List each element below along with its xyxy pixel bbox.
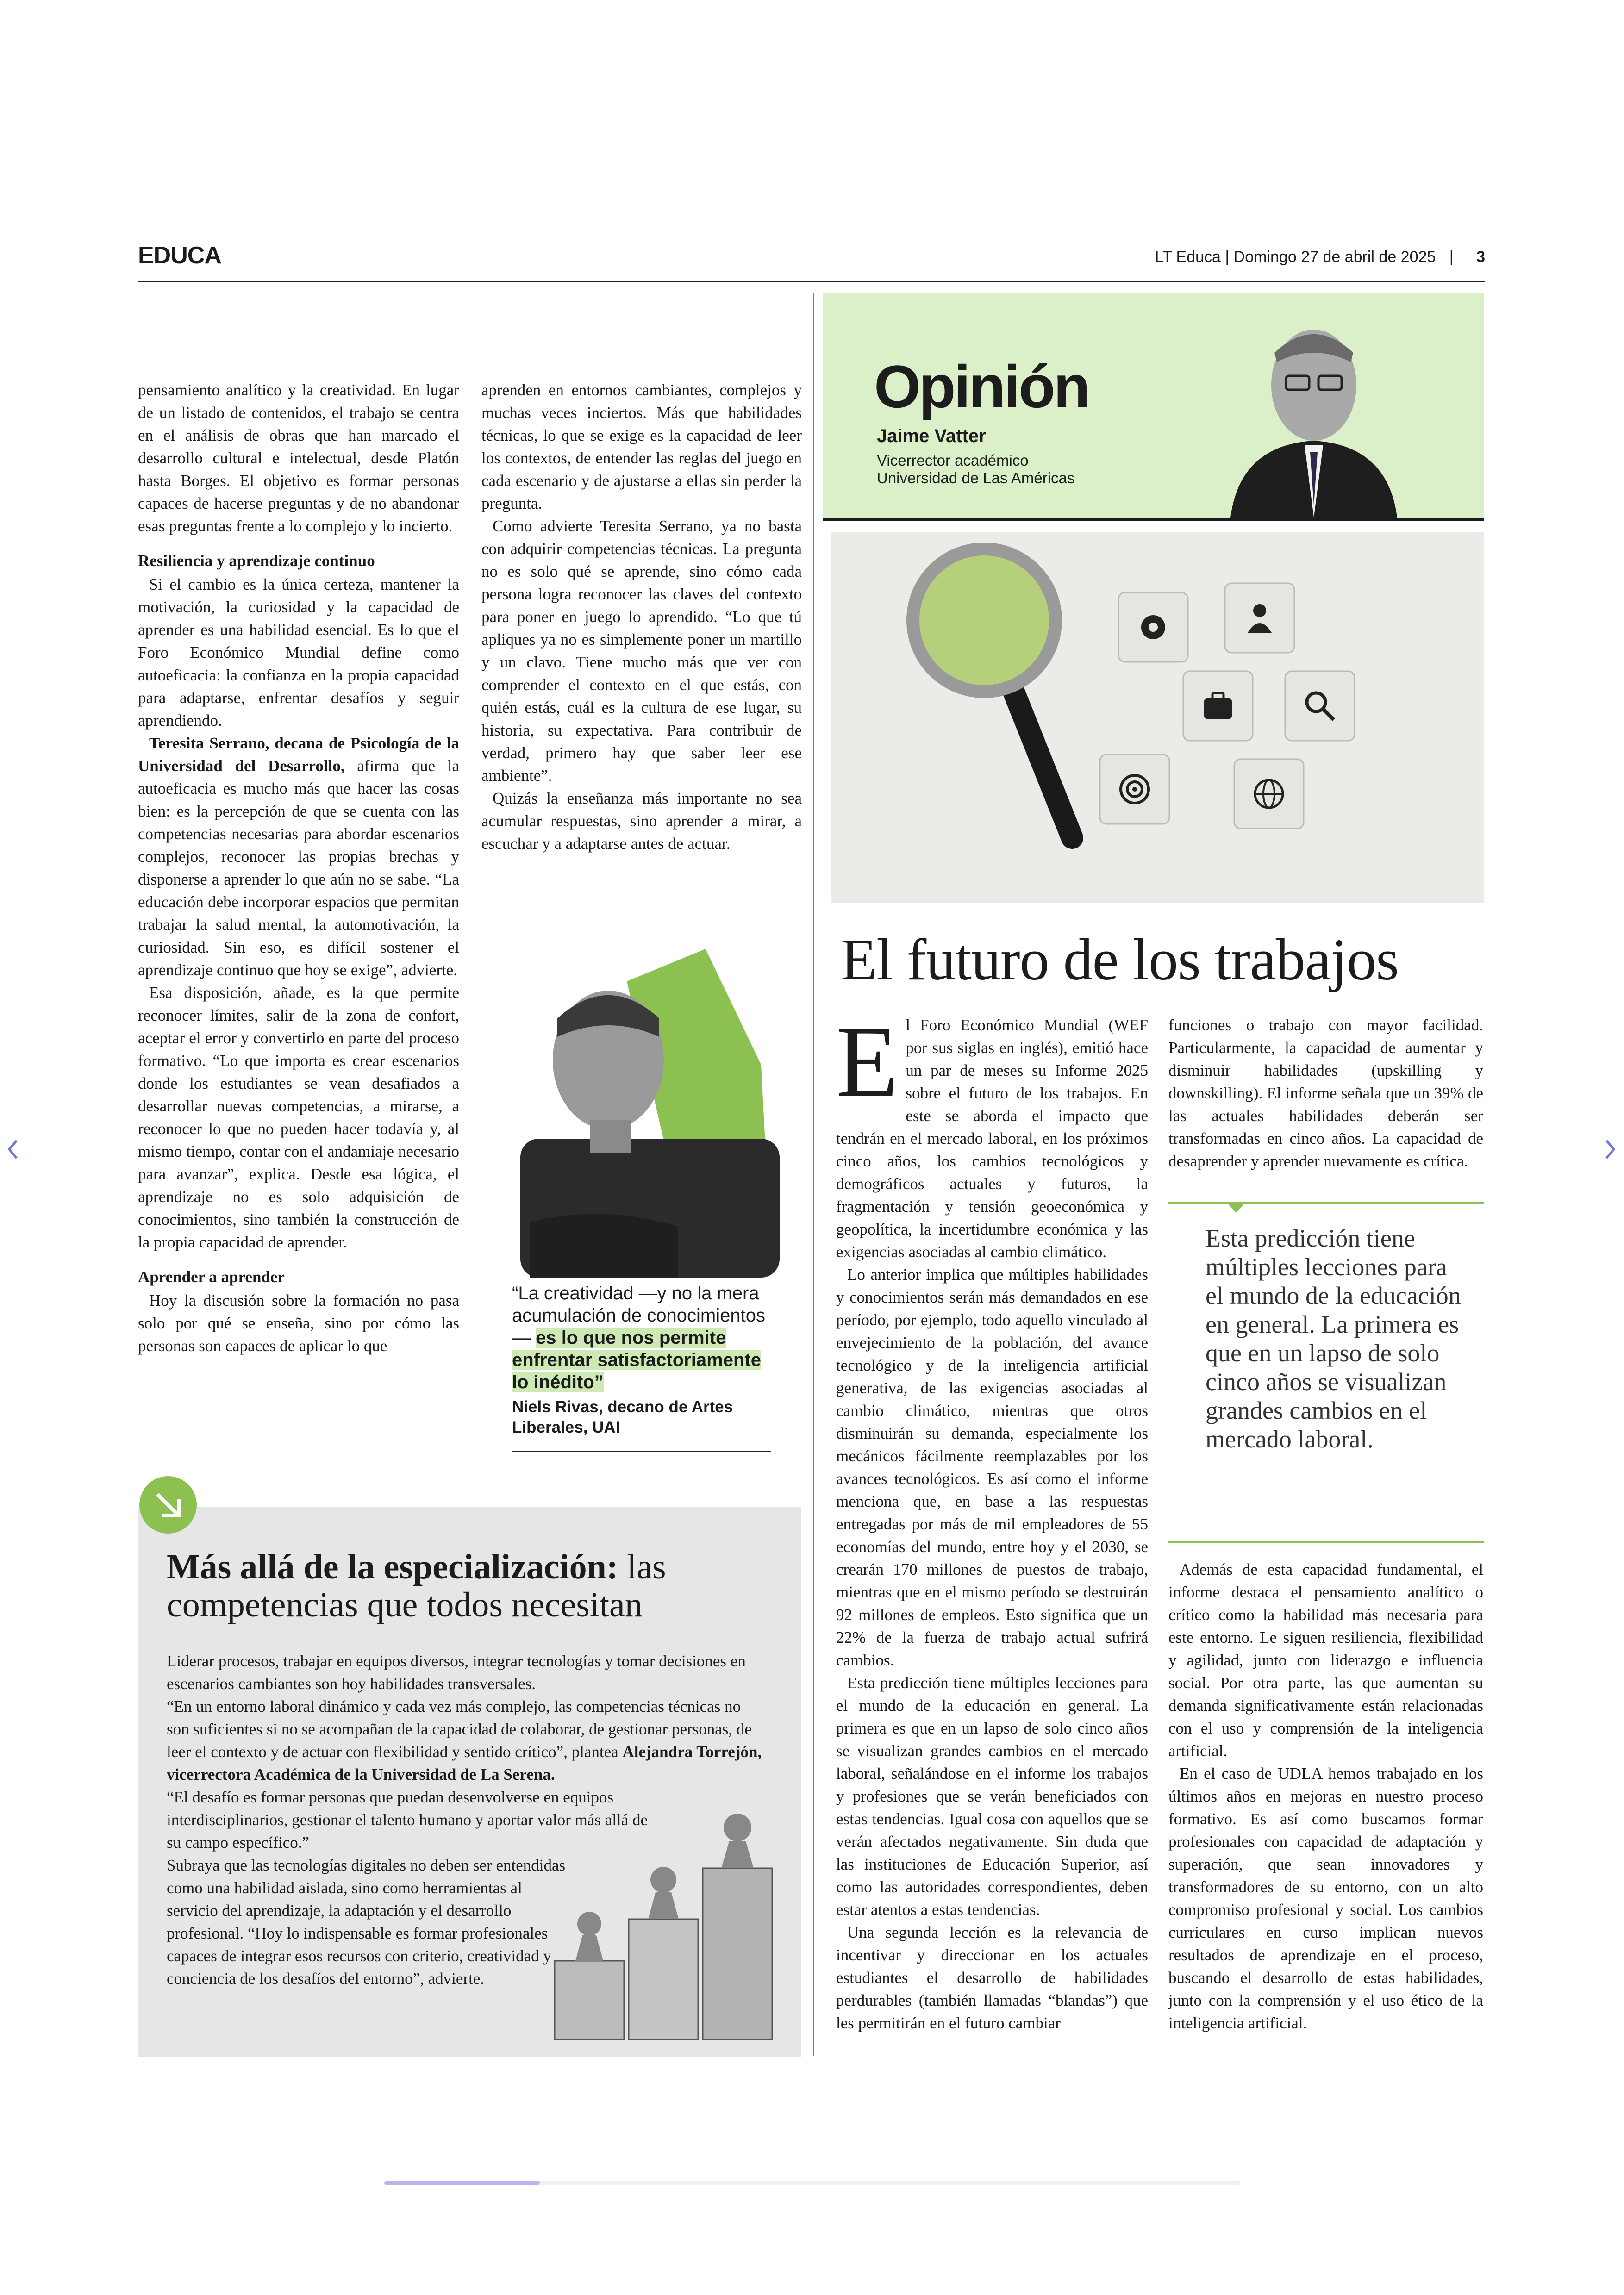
- callout-paragraph: “El desafío es formar personas que puedan desenvolverse en equipos interdisciplinarios, gestionar el talento humano y aportar valor más allá de su campo específico.”: [167, 1788, 648, 1852]
- prev-page-chevron-icon[interactable]: [6, 1138, 20, 1161]
- col1-paragraph: [138, 732, 459, 981]
- opinion-title: Opinión: [874, 353, 1088, 420]
- article-paragraph: funciones o trabajo con mayor facilidad. Particularmente, la capacidad de aumentar y disminuir habilidades (upskilling y downskilling). El informe señala que un 39% de las actuales habilidades deberán ser transformadas en cinco años. La capacidad de desaprender y aprender nuevamente es crítica.: [1168, 1016, 1483, 1170]
- callout-title-bold: Más allá de la especialización:: [167, 1547, 618, 1586]
- quote-attribution: Niels Rivas, decano de Artes Liberales, UAI: [512, 1398, 733, 1436]
- magnifier-illustration: [831, 532, 1484, 903]
- col1-paragraph: pensamiento analítico y la creatividad. En lugar de un listado de contenidos, el trabajo se centra en el análisis de obras que han marcado el desarrollo cultural e intelectual, desde Platón hasta Borges. El objetivo es formar personas capaces de hacerse preguntas y de no abandonar esas preguntas frente a lo complejo y lo incierto.: [138, 381, 459, 535]
- callout-paragraph: Liderar procesos, trabajar en equipos diversos, integrar tecnologías y tomar decisiones en escenarios cambiantes son hoy habilidades transversales.: [167, 1652, 746, 1693]
- quote-rule: [512, 1451, 771, 1452]
- briefcase-icon: [1199, 687, 1237, 724]
- pullquote-rule-bottom: [1168, 1541, 1484, 1543]
- pullquote-caret-icon: [1227, 1203, 1245, 1214]
- callout-title-rest: las competencias que todos necesitan: [167, 1547, 666, 1624]
- pull-quote-creatividad: [512, 1282, 771, 1452]
- header-rule: [138, 281, 1485, 282]
- opinion-author: Jaime Vatter: [877, 426, 986, 446]
- article-headline: El futuro de los trabajos: [841, 927, 1399, 992]
- author-photo: [1212, 293, 1416, 518]
- column-divider: [813, 293, 814, 2056]
- subheading-resiliencia: Resiliencia y aprendizaje continuo: [138, 552, 375, 570]
- col1-paragraph: Si el cambio es la única certeza, mantener la motivación, la curiosidad y la capacidad de aprender es una habilidad esencial. Es lo que el Foro Económico Mundial define como autoeficacia: la confianza en la propia capacidad para adaptarse, enfrentar desafíos y seguir aprendiendo.: [138, 575, 459, 730]
- article-paragraph: Además de esta capacidad fundamental, el informe destaca el pensamiento analítico o crítico como la habilidad más necesaria para este entorno. Le siguen resiliencia, flexibilidad y agilidad, junto con liderazgo e influencia social. Por otra parte, las que aumentan su demanda significativamente están relacionadas con el uso y comprensión de la inteligencia artificial.: [1168, 1560, 1483, 1760]
- drop-cap: E: [836, 1005, 899, 1118]
- target-icon: [1116, 771, 1153, 808]
- page-scrollbar[interactable]: [384, 2181, 1241, 2185]
- search-icon: [1301, 687, 1338, 724]
- callout-title: [167, 1548, 801, 1624]
- dateline-text: LT Educa | Domingo 27 de abril de 2025: [1155, 248, 1436, 266]
- author-role: Vicerrector académico: [877, 452, 1029, 469]
- globe-icon: [1250, 775, 1287, 812]
- quote-highlight: es lo que nos permite enfrentar satisfactoriamente lo inédito”: [512, 1328, 761, 1392]
- col2-paragraph: Como advierte Teresita Serrano, ya no basta con adquirir competencias técnicas. La pregunta no es solo qué se aprende, sino cómo cada persona logra reconocer las claves del contexto para poner en juego lo aprendido. “Lo que tú apliques ya no es simplemente poner un martillo y un clavo. Tiene mucho más que ver con comprender el contexto en el que estás, con quién estás, cuál es la cultura de ese lugar, su historia, su expectativa. Para contribuir de verdad, primero hay que saber leer ese ambiente”.: [481, 517, 802, 785]
- article-col-1: [138, 379, 459, 1357]
- article-paragraph: [836, 1005, 1148, 1263]
- col1-paragraph: Esa disposición, añade, es la que permite reconocer límites, salir de la zona de confort, aceptar el error y convertirlo en parte del proceso formativo. “Lo que importa es crear escenarios donde los estudiantes se vean desafiados a desarrollar nuevas competencias, a mirarse, a reconocer lo que no pueden hacer todavía y, al mismo tiempo, contar con el andamiaje necesario para avanzar”, explica. Desde esa lógica, el aprendizaje no es solo adquisición de conocimientos, sino también la construcción de la propia capacidad de aprender.: [138, 984, 459, 1251]
- article-paragraph: Esta predicción tiene múltiples lecciones para el mundo de la educación en general. La primera es que en un lapso de solo cinco años se visualizan grandes cambios en el mercado laboral, señalándose en el informe los trabajos y profesiones que se verán beneficiados con estas tendencias. Igual cosa con aquellos que se verán afectados negativamente. Sin duda que las instituciones de Educación Superior, así como las autoridades correspondientes, deben estar atentos a estas tendencias.: [836, 1674, 1148, 1919]
- dateline-separator: |: [1449, 248, 1454, 266]
- article-col-a: [836, 1005, 1148, 2034]
- col2-paragraph: aprenden en entornos cambiantes, complejos y muchas veces inciertos. Más que habilidades técnicas, lo que se exige es la capacidad de leer los contextos, de entender las reglas del juego en cada escenario y de ajustarse a ellas sin perder la pregunta.: [481, 381, 802, 512]
- article-col-2: [481, 379, 802, 855]
- arrow-down-right-icon: [138, 1475, 198, 1535]
- article-col-b: [1168, 1014, 1483, 1172]
- pullquote-rule-top: [1168, 1202, 1484, 1204]
- callout-paragraph-a: “En un entorno laboral dinámico y cada vez más complejo, las competencias técnicas no son suficientes si no se acompañan de la capacidad de colaborar, de gestionar personas, de leer el contexto y de actuar con flexibilidad y sentido crítico”, plantea: [167, 1697, 752, 1761]
- callout-source: Alejandra Torrejón, vicerrectora Académica de la Universidad de La Serena.: [167, 1743, 762, 1784]
- scrollbar-thumb[interactable]: [384, 2181, 540, 2185]
- page-number: 3: [1476, 248, 1485, 266]
- source-name: Teresita Serrano, decana de Psicología de la Universidad del Desarrollo,: [138, 734, 459, 775]
- article-pullquote: Esta predicción tiene múltiples lecciones para el mundo de la educación en general. La primera es que en un lapso de solo cinco años se visualizan grandes cambios en el mercado laboral.: [1206, 1224, 1461, 1453]
- user-icon: [1241, 599, 1278, 636]
- opinion-role: [877, 452, 1074, 487]
- article-paragraph: Lo anterior implica que múltiples habilidades y conocimientos serán más demandados en ese período, por ejemplo, todo aquello vinculado al envejecimiento de la población, del avance tecnológico y de la inteligencia artificial generativa, de las exigencias asociadas al cambio climático, mientras que otros disminuirán su demanda, especialmente los mecánicos fácilmente reemplazables por los avances tecnológicos. Es así como el informe menciona que, en base a las respuestas entregadas por más de mil empleadores de 55 economías del mundo, entre hoy y el 2030, se crearán 170 millones de puestos de trabajo, mientras que en el mismo período se destruirán 92 millones de empleos. Esto significa que un 22% de la fuerza de trabajo actual sufrirá cambios.: [836, 1266, 1148, 1669]
- quote-text: “La creatividad —y no la mera acumulación de conocimientos—: [512, 1283, 765, 1348]
- callout-paragraph: [167, 1695, 764, 1786]
- callout-paragraph: Subraya que las tecnologías digitales no deben ser entendidas como una habilidad aislada, sino como herramientas al servicio del aprendizaje, la adaptación y el desarrollo profesional. “Hoy lo indispensable es formar profesionales capaces de integrar esos recursos con criterio, creatividad y conciencia de los desafíos del entorno”, advierte.: [167, 1856, 566, 1988]
- article-paragraph: Una segunda lección es la relevancia de incentivar y direccionar en los actuales estudiantes el desarrollo de habilidades perdurables (también llamadas “blandas”) que les permitirán en el futuro cambiar: [836, 1923, 1148, 2032]
- section-title: EDUCA: [138, 242, 221, 269]
- pawns-illustration: [545, 1785, 786, 2044]
- article-paragraph: En el caso de UDLA hemos trabajado en los últimos años en mejoras en nuestro proceso formativo. Es así como buscamos formar profesionales con capacidad de adaptación y superación, que sean innovadores y transformadores de su entorno, con un alto compromiso profesional y social. Los cambios curriculares en curso implican nuevos resultados de aprendizaje en el proceso, buscando el desarrollo de estas habilidades, junto con la comprensión y el uso ético de la inteligencia artificial.: [1168, 1765, 1483, 2032]
- opinion-header: [823, 293, 1484, 521]
- col2-paragraph: Quizás la enseñanza más importante no sea acumular respuestas, sino aprender a mirar, a escuchar y a adaptarse antes de actuar.: [481, 789, 802, 853]
- dateline: [1155, 248, 1485, 266]
- col1-paragraph-rest: afirma que la autoeficacia es mucho más que hacer las cosas bien: es la percepción de que se cuenta con las competencias necesarias para abordar escenarios complejos, reconocer las propias brechas y disponerse a aprender lo que aún no se sabe. “La educación debe incorporar espacios que permitan trabajar la salud mental, la automotivación, la curiosidad. Sin eso, es difícil sostener el aprendizaje continuo que hoy se exige”, advierte.: [138, 757, 459, 979]
- article-lead: l Foro Económico Mundial (WEF por sus siglas en inglés), emitió hace un par de meses su Informe 2025 sobre el futuro de los trabajos. En este se aborda el impacto que tendrán en el mercado laboral, en los próximos cinco años, los cambios tecnológicos y demográficos actuales y futuros, la fragmentación y tensión geoeconómica y geopolítica, la incertidumbre económica y las exigencias asociadas al cambio climático.: [836, 1016, 1148, 1261]
- author-institution: Universidad de Las Américas: [877, 469, 1075, 486]
- callout-box: [138, 1507, 801, 2057]
- next-page-chevron-icon[interactable]: [1603, 1138, 1617, 1161]
- portrait-photo: [511, 944, 789, 1278]
- subheading-aprender: Aprender a aprender: [138, 1268, 285, 1286]
- magnifier-image: [831, 532, 1484, 903]
- gear-icon: [1135, 609, 1172, 646]
- col1-paragraph: Hoy la discusión sobre la formación no pasa solo por qué se enseña, sino por cómo las personas son capaces de aplicar lo que: [138, 1291, 459, 1355]
- article-col-b-cont: [1168, 1558, 1483, 2034]
